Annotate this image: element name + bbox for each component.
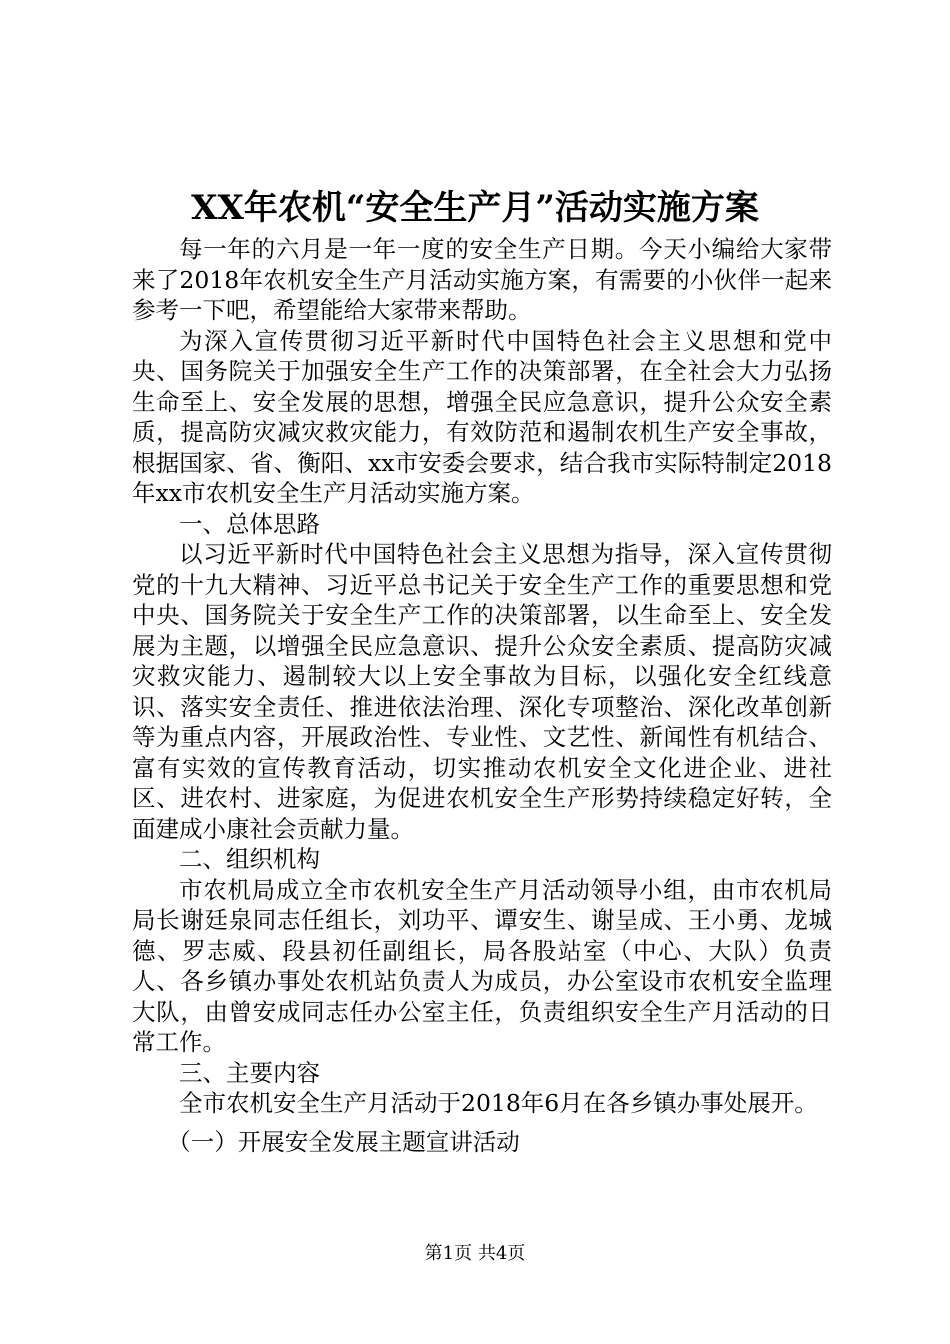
section-heading-overall: 一、总体思路 — [179, 509, 320, 538]
purpose-paragraph: 为深入宣传贯彻习近平新时代中国特色社会主义思想和党中央、国务院关于加强安全生产工作的决策部署，在全社会大力弘扬生命至上、安全发展的思想，增强全民应急意识，提升公众安全素质，提高防灾减灾救灾能力，有效防范和遏制农机生产安全事故，根据国家、省、衡阳、xx市安委会要求，结合我市实际特制定2018年xx市农机安全生产月活动实施方案。 — [132, 326, 832, 507]
subheading: （一）开展安全发展主题宣讲活动 — [167, 1127, 520, 1156]
document-body — [132, 234, 832, 1157]
content-paragraph: 全市农机安全生产月活动于2018年6月在各乡镇办事处展开。 — [179, 1089, 818, 1117]
page-footer: 第1页 共4页 — [424, 1243, 526, 1264]
organization-paragraph: 市农机局成立全市农机安全生产月活动领导小组，由市农机局局长谢廷泉同志任组长，刘功平、谭安生、谢呈成、王小勇、龙城德、罗志威、段县初任副组长，局各股站室（中心、大队）负责人、各乡镇办事处农机站负责人为成员，办公室设市农机安全监理大队，由曾安成同志任办公室主任，负责组织安全生产月活动的日常工作。 — [132, 875, 832, 1056]
intro-paragraph: 每一年的六月是一年一度的安全生产日期。今天小编给大家带来了2018年农机安全生产月活动实施方案，有需要的小伙伴一起来参考一下吧，希望能给大家带来帮助。 — [132, 235, 832, 324]
section-heading-organization: 二、组织机构 — [179, 845, 320, 873]
section-heading-content: 三、主要内容 — [179, 1058, 320, 1087]
document-title: XX年农机“安全生产月”活动实施方案 — [191, 188, 759, 228]
overall-paragraph: 以习近平新时代中国特色社会主义思想为指导，深入宣传贯彻党的十九大精神、习近平总书记关于安全生产工作的重要思想和党中央、国务院关于安全生产工作的决策部署，以生命至上、安全发展为主题，以增强全民应急意识、提升公众安全素质、提高防灾减灾救灾能力、遏制较大以上安全事故为目标，以强化安全红线意识、落实安全责任、推进依法治理、深化专项整治、深化改革创新等为重点内容，开展政治性、专业性、文艺性、新闻性有机结合、富有实效的宣传教育活动，切实推动农机安全文化进企业、进社区、进农村、进家庭，为促进农机安全生产形势持续稳定好转，全面建成小康社会贡献力量。 — [132, 540, 832, 843]
